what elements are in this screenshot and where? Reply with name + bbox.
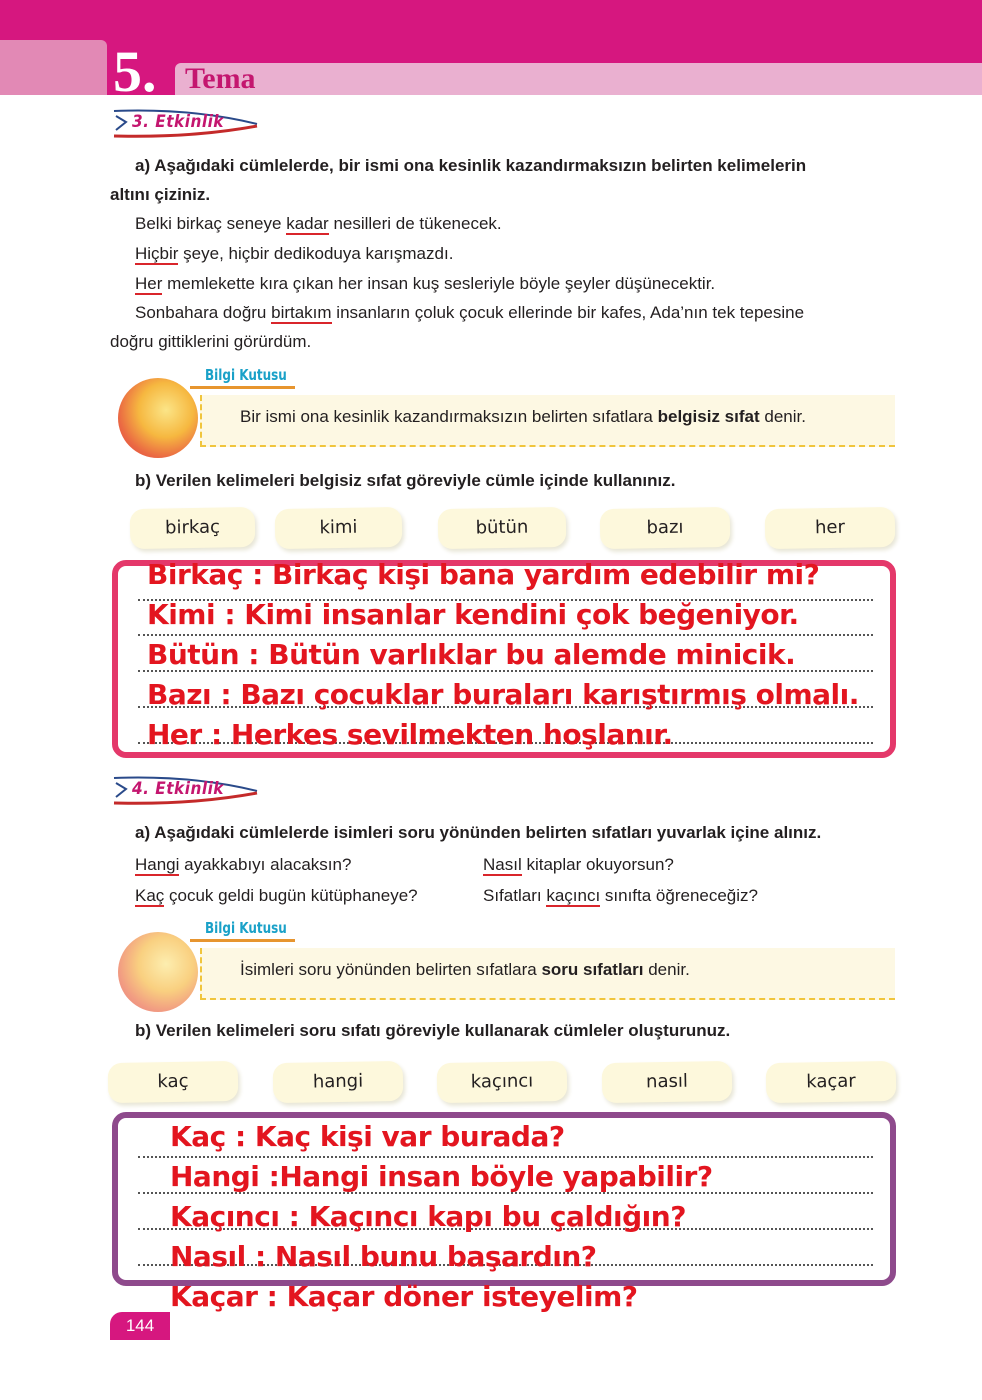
info-box: İsimleri soru yönünden belirten sıfatlara soru sıfatları denir. xyxy=(200,948,895,1000)
page-number: 144 xyxy=(110,1312,170,1340)
info-ball-icon xyxy=(118,378,198,458)
theme-title: Tema xyxy=(185,62,256,95)
answer-text: Birkaç : Birkaç kişi bana yardım edebilir mi? xyxy=(147,558,820,591)
info-box: Bir ismi ona kesinlik kazandırmaksızın belirten sıfatlara belgisiz sıfat denir. xyxy=(200,395,895,447)
sentence: Kaç çocuk geldi bugün kütüphaneye? xyxy=(135,886,418,905)
sentence: Hiçbir şeye, hiçbir dedikoduya karışmazdı. xyxy=(135,244,454,263)
word-chip: nasıl xyxy=(602,1061,733,1103)
b3-instruction: b) Verilen kelimeleri belgisiz sıfat göreviyle cümle içinde kullanınız. xyxy=(135,471,676,490)
answer-text: Her : Herkes sevilmekten hoşlanır. xyxy=(147,718,673,751)
info-box-label: Bilgi Kutusu xyxy=(205,366,287,384)
activity-3-banner xyxy=(112,108,262,140)
answer-text: Kaç : Kaç kişi var burada? xyxy=(170,1120,565,1153)
a3-instruction-cont: altını çiziniz. xyxy=(110,185,211,204)
answer-text: Nasıl : Nasıl bunu başardın? xyxy=(170,1240,597,1273)
word-chip: bütün xyxy=(438,507,567,549)
sentence: Belki birkaç seneye kadar nesilleri de tükenecek. xyxy=(135,214,502,233)
activity-4-label: 4. Etkinlik xyxy=(132,779,224,799)
answer-text: Kaçıncı : Kaçıncı kapı bu çaldığın? xyxy=(170,1200,686,1233)
header-left-block xyxy=(0,40,107,95)
theme-number: 5. xyxy=(113,39,157,104)
a4-instruction: a) Aşağıdaki cümlelerde isimleri soru yönünden belirten sıfatları yuvarlak içine alınız. xyxy=(135,823,822,842)
word-chip: kaçıncı xyxy=(437,1061,568,1103)
word-chip: bazı xyxy=(600,507,731,549)
word-chip: her xyxy=(765,507,896,549)
sentence: Sonbahara doğru birtakım insanların çoluk çocuk ellerinde bir kafes, Ada’nın tek tepesine xyxy=(135,303,805,322)
sentence: Nasıl kitaplar okuyorsun? xyxy=(483,855,674,874)
activity-4-banner xyxy=(112,775,262,807)
sentence: Her memlekette kıra çıkan her insan kuş sesleriyle böyle şeyler düşünecektir. xyxy=(135,274,716,293)
answer-line xyxy=(138,1156,873,1158)
sentence: Sıfatları kaçıncı sınıfta öğreneceğiz? xyxy=(483,886,758,905)
a3-instruction: a) Aşağıdaki cümlelerde, bir ismi ona kesinlik kazandırmaksızın belirten kelimelerin xyxy=(135,156,807,175)
word-chip: kaçar xyxy=(766,1061,897,1103)
word-chip: hangi xyxy=(273,1061,404,1103)
answer-text: Bütün : Bütün varlıklar bu alemde minicik. xyxy=(147,638,796,671)
answer-text: Bazı : Bazı çocuklar buraları karıştırmış olmalı. xyxy=(147,678,859,711)
info-box-label: Bilgi Kutusu xyxy=(205,919,287,937)
sentence: Hangi ayakkabıyı alacaksın? xyxy=(135,855,352,874)
activity-3-label: 3. Etkinlik xyxy=(132,112,224,132)
answer-text: Kimi : Kimi insanlar kendini çok beğeniyor. xyxy=(147,598,799,631)
word-chip: kaç xyxy=(108,1061,239,1103)
sentence-cont: doğru gittiklerini görürdüm. xyxy=(110,332,312,351)
word-chip: birkaç xyxy=(130,507,256,549)
answer-text: Hangi :Hangi insan böyle yapabilir? xyxy=(170,1160,713,1193)
b4-instruction: b) Verilen kelimeleri soru sıfatı göreviyle kullanarak cümleler oluşturunuz. xyxy=(135,1021,731,1040)
info-ball-icon xyxy=(118,932,198,1012)
answer-text: Kaçar : Kaçar döner isteyelim? xyxy=(170,1280,638,1313)
answer-line xyxy=(138,634,873,636)
info-label-line xyxy=(190,939,295,942)
info-label-line xyxy=(190,386,295,389)
header-title-band xyxy=(175,63,982,95)
word-chip: kimi xyxy=(275,507,403,549)
